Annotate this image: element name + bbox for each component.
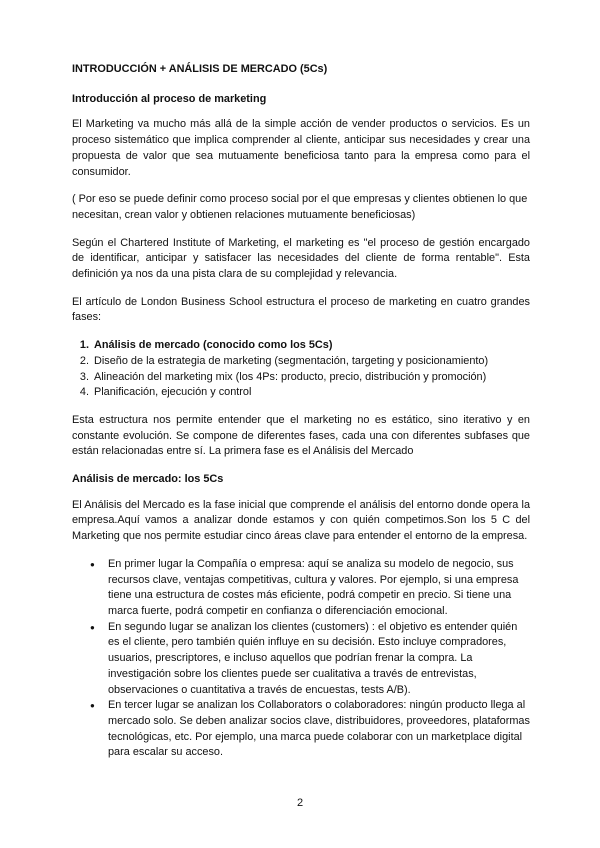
paragraph-market-analysis: El Análisis del Mercado es la fase inicial que comprende el análisis del entorno donde opera la empresa.Aquí vamos a analizar donde estamos y con quién competimos.Son los 5 C del Marketing que nos permite estudiar cinco áreas clave para entender el entorno de la empresa. (72, 498, 530, 543)
list-item: 4. Planificación, ejecución y control (92, 385, 530, 401)
list-item: ● En tercer lugar se analizan los Collaborators o colaboradores: ningún producto llega al mercado solo. Se deben analizar socios clave, distribuidores, proveedores, plataformas tecnológicas, etc. Por ejemplo, una marca puede colaborar con un marketplace digital para escalar su acceso. (108, 698, 530, 761)
phases-list (72, 338, 530, 401)
page-number: 2 (296, 797, 304, 809)
list-item: 2. Diseño de la estrategia de marketing (segmentación, targeting y posicionamiento) (92, 354, 530, 370)
paragraph-lbs-phases: El artículo de London Business School estructura el proceso de marketing en cuatro grandes fases: (72, 295, 530, 324)
list-item: 3. Alineación del marketing mix (los 4Ps: producto, precio, distribución y promoción) (92, 370, 530, 386)
5cs-bullet-list (72, 557, 530, 761)
section-heading-intro: Introducción al proceso de marketing (72, 92, 267, 105)
list-item: ● En primer lugar la Compañía o empresa: aquí se analiza su modelo de negocio, sus recursos clave, ventajas competitivas, cultura y valores. Por ejemplo, si una empresa tiene una estructura de costes más eficiente, podrá competir en precio. Si tiene una marca fuerte, podrá competir en confianza o diferenciación emocional. (108, 557, 530, 620)
paragraph-social-process: ( Por eso se puede definir como proceso social por el que empresas y clientes obtienen lo que necesitan, crean valor y obtienen relaciones mutuamente beneficiosas) (72, 193, 528, 221)
document-title: INTRODUCCIÓN + ANÁLISIS DE MERCADO (5Cs) (72, 63, 328, 75)
list-item: ● En segundo lugar se analizan los clientes (customers) : el objetivo es entender quién es el cliente, pero también quién influye en su decisión. Esto incluye compradores, usuarios, prescriptores, e incluso aquellos que podrían frenar la compra. La investigación sobre los clientes puede ser cualitativa a través de entrevistas, observaciones o cuantitativa a través de encuestas, tests A/B). (108, 620, 530, 699)
document-page (72, 62, 530, 761)
paragraph-cim-definition: Según el Chartered Institute of Marketing, el marketing es "el proceso de gestión encargado de identificar, anticipar y satisfacer las necesidades del cliente de forma rentable". Esta definición ya nos da una pista clara de su complejidad y relevancia. (72, 236, 530, 281)
section-heading-5cs: Análisis de mercado: los 5Cs (72, 473, 224, 486)
paragraph-iterative: Esta estructura nos permite entender que el marketing no es estático, sino iterativo y en constante evolución. Se compone de diferentes fases, cada una con diferentes subfases que están relacionadas entre sí. La primera fase es el Análisis del Mercado (72, 413, 530, 458)
list-item: 1. Análisis de mercado (conocido como los 5Cs) (92, 338, 530, 354)
paragraph-marketing-definition: El Marketing va mucho más allá de la simple acción de vender productos o servicios. Es un proceso sistemático que implica comprender al cliente, anticipar sus necesidades y crear una propuesta de valor que sea mutuamente beneficiosa tanto para la empresa como para el consumidor. (72, 118, 530, 178)
